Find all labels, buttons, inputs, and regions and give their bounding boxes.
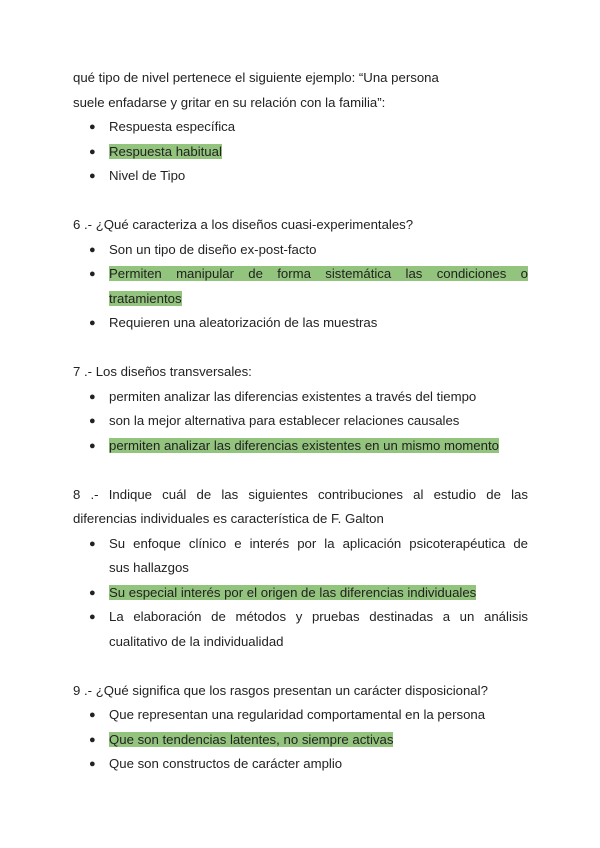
bullet-icon: ●: [89, 121, 96, 133]
option-text: Su enfoque clínico e interés por la aplicación psicoterapéutica de: [109, 535, 528, 551]
option-item: [73, 532, 528, 581]
option-text: permiten analizar las diferencias existentes en un mismo momento: [109, 437, 499, 453]
question-text: 6 .- ¿Qué caracteriza a los diseños cuasi-experimentales?: [73, 217, 414, 232]
bullet-icon: ●: [89, 243, 96, 256]
question-text-continued: diferencias individuales es característica de F. Galton: [73, 511, 384, 526]
option-text: Nivel de Tipo: [109, 168, 186, 183]
option-list: [73, 238, 528, 336]
option-text: Respuesta específica: [109, 119, 236, 134]
question-text: 9 .- ¿Qué significa que los rasgos presentan un carácter disposicional?: [73, 682, 488, 698]
option-text-continued: tratamientos: [109, 290, 182, 306]
option-item: [73, 752, 528, 777]
option-list: [73, 385, 528, 459]
option-text: son la mejor alternativa para establecer relaciones causales: [109, 413, 460, 428]
bullet-icon: ●: [89, 611, 96, 623]
option-text-continued: sus hallazgos: [109, 560, 189, 575]
question-text: 8 .- Indique cuál de las siguientes contribuciones al estudio de las: [73, 486, 528, 502]
bullet-icon: ●: [89, 733, 96, 746]
option-item-correct: [73, 262, 528, 311]
option-item: [73, 409, 528, 434]
bullet-icon: ●: [89, 170, 96, 182]
option-text: La elaboración de métodos y pruebas destinadas a un análisis: [109, 609, 528, 624]
bullet-icon: ●: [89, 758, 96, 770]
option-text: Requieren una aleatorización de las muestras: [109, 315, 378, 330]
question-text: 7 .- Los diseños transversales:: [73, 364, 252, 379]
option-item: [73, 385, 528, 410]
option-list: [73, 703, 528, 777]
option-text: Permiten manipular de forma sistemática las condiciones o: [109, 266, 528, 281]
option-list: [73, 115, 528, 189]
question-text: qué tipo de nivel pertenece el siguiente ejemplo: “Una persona: [73, 70, 439, 85]
document-page: [73, 66, 528, 777]
option-item: [73, 703, 528, 728]
option-text: Son un tipo de diseño ex-post-facto: [109, 241, 317, 257]
question-text: suele enfadarse y gritar en su relación con la familia”:: [73, 94, 386, 110]
option-text: Que son tendencias latentes, no siempre activas: [109, 731, 394, 747]
bullet-icon: ●: [89, 145, 96, 158]
bullet-icon: ●: [89, 268, 96, 280]
option-text: permiten analizar las diferencias existentes a través del tiempo: [109, 388, 477, 404]
option-text: Respuesta habitual: [109, 143, 222, 159]
bullet-icon: ●: [89, 709, 96, 721]
option-text: Que representan una regularidad comportamental en la persona: [109, 707, 486, 722]
option-item: [73, 238, 528, 263]
option-item: [73, 164, 528, 189]
option-text-continued: cualitativo de la individualidad: [109, 633, 284, 649]
bullet-icon: ●: [89, 537, 96, 550]
option-item: [73, 311, 528, 336]
option-item: [73, 605, 528, 654]
option-item: [73, 115, 528, 140]
option-item-correct: [73, 140, 528, 165]
bullet-icon: ●: [89, 439, 96, 452]
option-item-correct: [73, 434, 528, 459]
bullet-icon: ●: [89, 415, 96, 427]
bullet-icon: ●: [89, 586, 96, 599]
option-text: Que son constructos de carácter amplio: [109, 756, 343, 771]
bullet-icon: ●: [89, 390, 96, 403]
bullet-icon: ●: [89, 317, 96, 329]
option-item-correct: [73, 728, 528, 753]
option-item-correct: [73, 581, 528, 606]
option-list: [73, 532, 528, 655]
option-text: Su especial interés por el origen de las diferencias individuales: [109, 584, 477, 600]
